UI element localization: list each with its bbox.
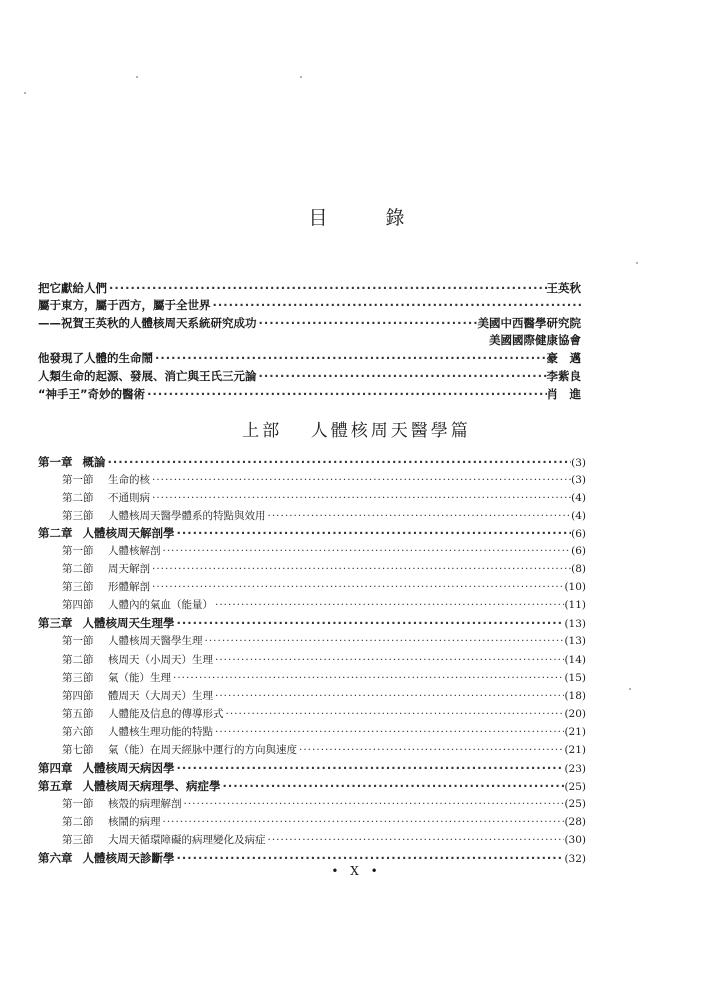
section-number: 第一節 [62,474,94,486]
page-number: (15) [564,672,586,684]
dot-leader [266,507,572,525]
dot-leader [182,795,565,813]
page-number: (6) [571,528,586,540]
page-number: (18) [564,690,586,702]
dot-leader [107,279,547,297]
toc-chapter[interactable] [38,759,586,777]
toc-section[interactable] [62,687,586,705]
toc-chapter[interactable] [38,524,586,542]
toc-section[interactable] [62,632,586,650]
dot-leader [145,385,546,403]
intro-item-title: 他發現了人體的生命鬧 [38,351,153,365]
dot-leader [213,687,564,705]
section-title: 不通則病 [108,492,150,504]
dot-leader [266,831,565,849]
page-number: (13) [564,618,586,630]
toc-chapter[interactable] [38,777,586,795]
intro-item-title: ——祝賀王英秋的人體核周天系統研究成功 [38,316,257,330]
page-number: (25) [564,798,586,810]
section-number: 第七節 [62,744,94,756]
page-number: (3) [571,474,586,486]
intro-item[interactable] [38,349,581,367]
section-number: 第四節 [62,599,94,611]
part-title: 人體核周天醫學篇 [310,421,471,441]
intro-item[interactable] [38,367,581,385]
section-number: 第二節 [62,654,94,666]
dot-leader [150,471,571,489]
page-number: (14) [564,654,586,666]
chapter-title: 人體核周天生理學 [82,616,175,630]
scan-speck [629,688,631,690]
chapter-number: 第二章 [38,526,73,540]
dot-leader [161,813,565,831]
dot-leader [175,759,565,777]
intro-item-author: 美國中西醫學研究院 [477,316,581,330]
intro-item[interactable] [38,296,581,314]
section-title: 生命的核 [108,474,150,486]
toc-chapter[interactable] [38,453,586,471]
section-number: 第二節 [62,492,94,504]
section-title: 人體能及信息的傳導形式 [108,708,224,720]
section-number: 第三節 [62,581,94,593]
toc-section[interactable] [62,578,586,596]
page-number: (3) [571,457,586,469]
page-number: (21) [564,726,586,738]
intro-item-author: 李紫良 [546,369,581,383]
chapter-title: 概論 [82,455,106,469]
intro-item[interactable] [38,385,581,403]
part-heading [0,416,713,441]
scan-speck [300,76,302,78]
section-number: 第五節 [62,708,94,720]
section-number: 第一節 [62,635,94,647]
section-title: 氣（能）生理 [108,672,171,684]
section-number: 第四節 [62,690,94,702]
chapter-title: 人體核周天解剖學 [82,526,175,540]
page-number: (23) [564,763,586,775]
section-number: 第一節 [62,798,94,810]
intro-item-title: 屬于東方，屬于西方，屬于全世界 [38,298,211,312]
page-footer: • X • [331,864,382,878]
toc-section[interactable] [62,705,586,723]
section-title: 人體內的氣血（能量） [108,599,213,611]
toc-section[interactable] [62,723,586,741]
dot-leader [150,489,571,507]
page-number: (25) [564,781,586,793]
dot-leader [153,349,547,367]
toc-section[interactable] [62,813,586,831]
chapter-number: 第五章 [38,779,73,793]
page-number: (20) [564,708,586,720]
dot-leader [175,524,572,542]
intro-item-title: “神手王”奇妙的醫術 [38,387,146,401]
toc-section[interactable] [62,651,586,669]
page-number: (10) [564,581,586,593]
section-title: 人體核周天醫學生理 [108,635,203,647]
section-title: 人體核周天醫學體系的特點與效用 [108,510,266,522]
toc-section[interactable] [62,542,586,560]
page-number: (4) [571,492,586,504]
dot-leader [221,777,565,795]
toc-section[interactable] [62,560,586,578]
intro-item-author: 王英秋 [546,281,581,295]
dot-leader [257,367,547,385]
section-number: 第三節 [62,510,94,522]
toc-section[interactable] [62,741,586,759]
chapter-title: 人體核周天病因學 [82,761,175,775]
page-title: 目 錄 [308,207,431,229]
page-number: (32) [564,853,586,865]
dot-leader [203,632,565,650]
scan-speck [24,92,26,94]
section-title: 核周天（小周天）生理 [108,654,213,666]
section-title: 體周天（大周天）生理 [108,690,213,702]
section-number: 第六節 [62,726,94,738]
section-number: 第二節 [62,563,94,575]
toc-section[interactable] [62,669,586,687]
section-number: 第一節 [62,545,94,557]
dot-leader [257,314,478,332]
chapter-number: 第六章 [38,851,73,865]
dot-leader [297,741,564,759]
page-number: (21) [564,744,586,756]
dot-leader [213,651,564,669]
toc-section[interactable] [62,471,586,489]
page-number: (8) [571,563,586,575]
chapter-title: 人體核周天病理學、病症學 [82,779,221,793]
part-label: 上部 [242,421,283,441]
section-title: 人體核生理功能的特點 [108,726,213,738]
dot-leader [150,560,571,578]
dot-leader [175,614,565,632]
intro-item-title: 把它獻給人們 [38,281,107,295]
intro-item[interactable] [38,314,581,332]
section-title: 周天解剖 [108,563,150,575]
page-number: (28) [564,816,586,828]
dot-leader [171,669,564,687]
section-title: 核殼的病理解剖 [108,798,182,810]
toc-section[interactable] [62,489,586,507]
toc-section[interactable] [62,831,586,849]
chapter-number: 第一章 [38,455,73,469]
page-number: (4) [571,510,586,522]
page-number: (11) [564,599,586,611]
intro-item-title: 人類生命的起源、發展、消亡與王氏三元論 [38,369,257,383]
intro-item-author: 肖 進 [546,387,581,401]
chapter-number: 第四章 [38,761,73,775]
section-title: 大周天循環障礙的病理變化及病症 [108,834,266,846]
toc-chapter[interactable] [38,614,586,632]
section-number: 第三節 [62,672,94,684]
section-title: 形體解剖 [108,581,150,593]
dot-leader [106,453,572,471]
chapter-title: 人體核周天診斷學 [82,851,175,865]
toc-section[interactable] [62,596,586,614]
intro-item-author: 美國國際健康協會 [489,333,581,347]
section-title: 人體核解剖 [108,545,161,557]
section-title: 氣（能）在周天經脉中運行的方向與速度 [108,744,297,756]
page-number: (30) [564,834,586,846]
page-number: (6) [571,545,586,557]
toc-section[interactable] [62,795,586,813]
intro-item[interactable] [38,279,581,297]
toc-section[interactable] [62,507,586,525]
scan-speck [636,262,638,264]
chapter-number: 第三章 [38,616,73,630]
section-title: 核鬧的病理 [108,816,161,828]
dot-leader [211,296,582,314]
section-number: 第二節 [62,816,94,828]
page-number: (13) [564,635,586,647]
scan-speck [136,76,138,78]
dot-leader [213,596,564,614]
intro-item-author: 豪 邁 [546,351,581,365]
dot-leader [161,542,572,560]
dot-leader [213,723,564,741]
section-number: 第三節 [62,834,94,846]
dot-leader [224,705,565,723]
dot-leader [150,578,564,596]
